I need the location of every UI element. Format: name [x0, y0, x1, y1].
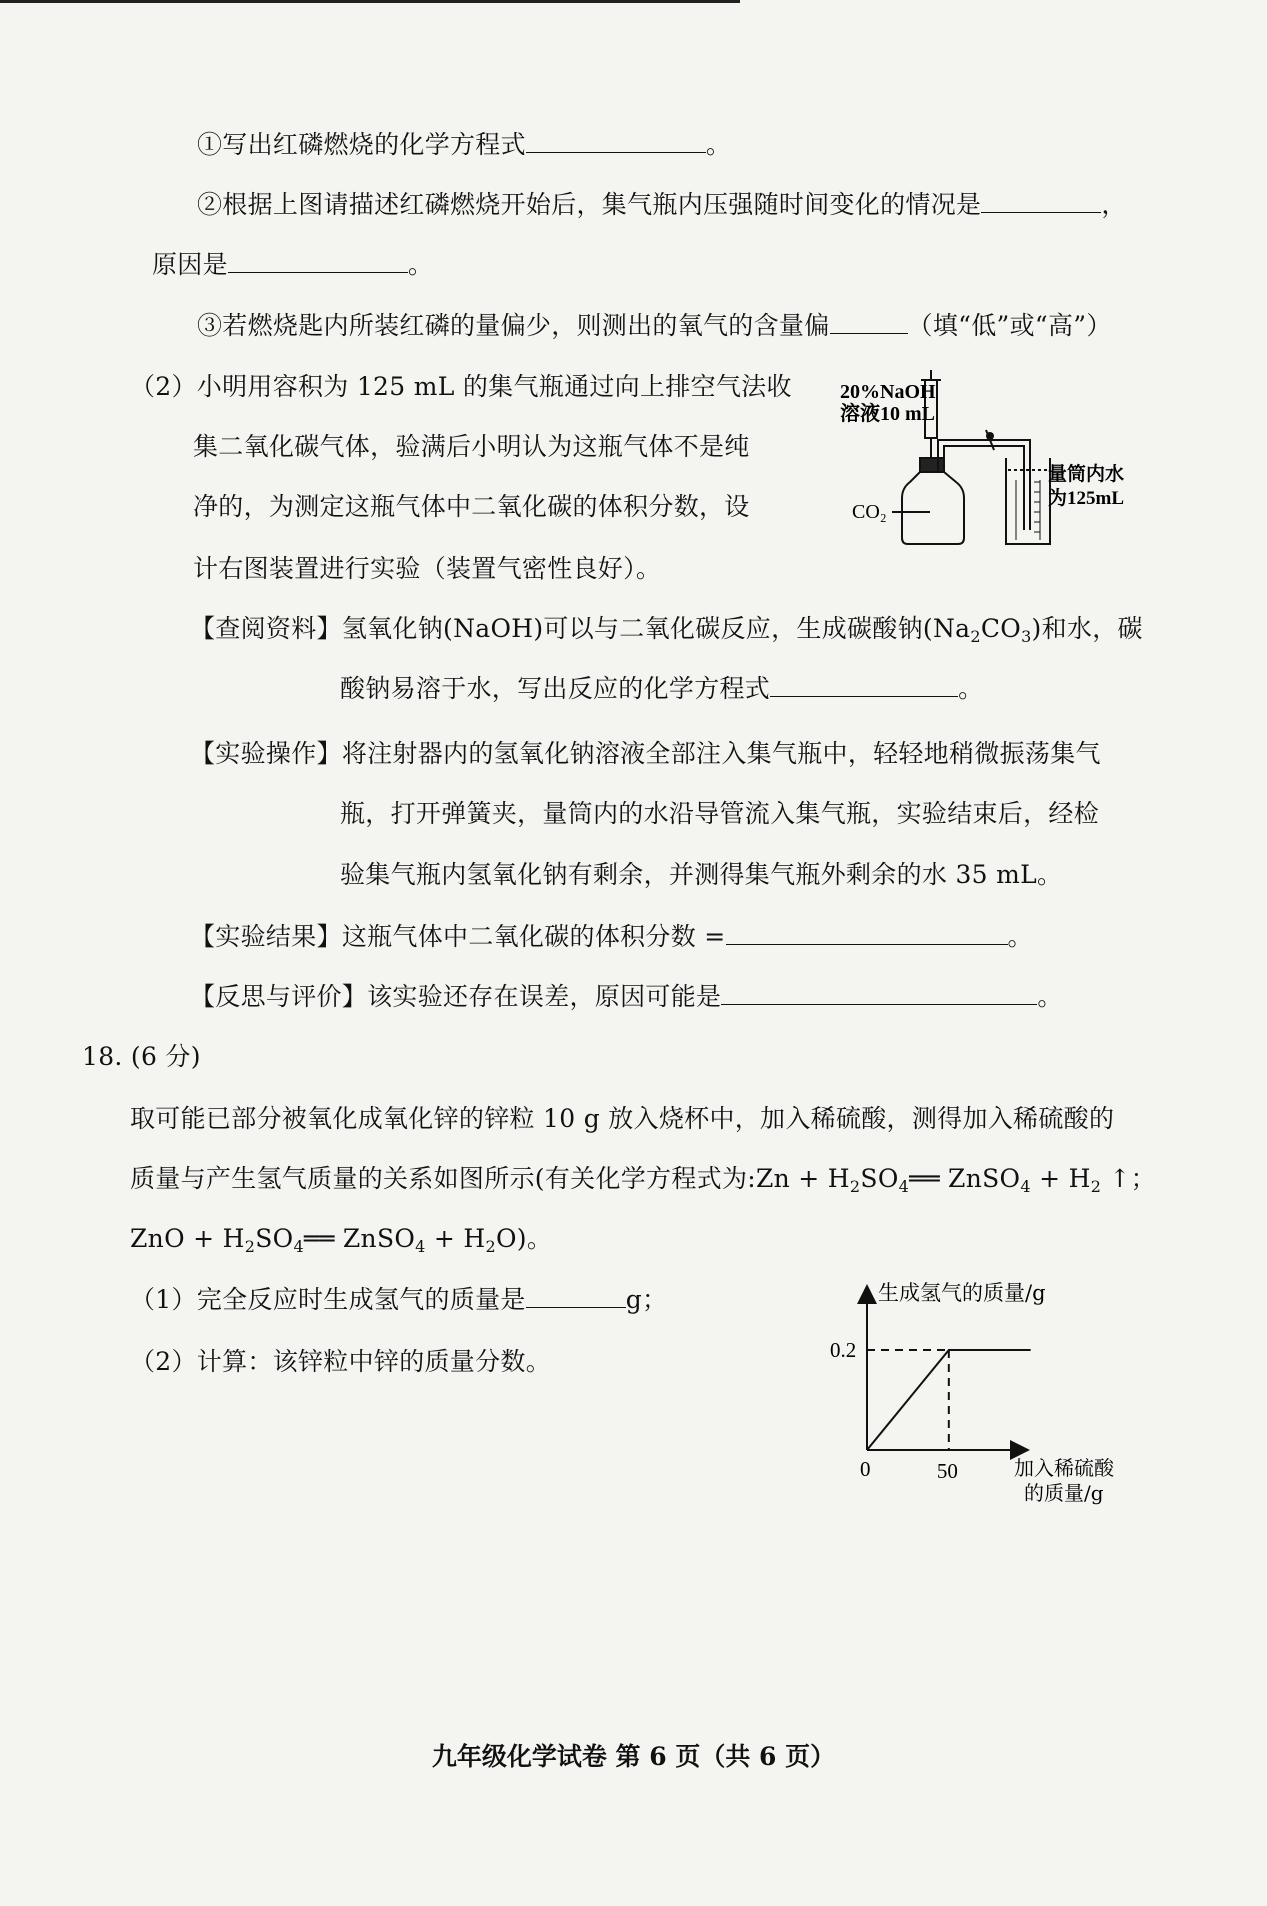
q18-l2d: + H [1030, 1164, 1091, 1193]
q17-l4b-text: （填“低”或“高”） [907, 311, 1112, 340]
q18-heading: 18. (6 分) [82, 1042, 201, 1071]
q18-l3b: SO [255, 1224, 294, 1253]
info-text-a: 氢氧化钠(NaOH)可以与二氧化碳反应，生成碳酸钠(Na [341, 614, 971, 643]
q17-l1-text: ①写出红磷燃烧的化学方程式 [197, 130, 526, 159]
result-text: 这瓶气体中二氧化碳的体积分数 = [341, 922, 726, 951]
answer-blank-1[interactable] [526, 130, 706, 153]
q17-l2-text: ②根据上图请描述红磷燃烧开始后，集气瓶内压强随时间变化的情况是 [197, 190, 982, 219]
info-line-1 [190, 612, 1143, 654]
info-text-c: )和水，碳 [1031, 614, 1143, 643]
co2-label: CO₂ [852, 501, 887, 523]
q18-q1-text: （1）完全反应时生成氢气的质量是 [130, 1285, 526, 1314]
q17-part2-line-2: 集二氧化碳气体，验满后小明认为这瓶气体不是纯 [193, 432, 750, 461]
info-l2-text: 酸钠易溶于水，写出反应的化学方程式 [340, 674, 771, 703]
y-axis-label: 生成氢气的质量/g [878, 1281, 1046, 1305]
q18-l3a: ZnO + H [130, 1224, 245, 1253]
q18-l2a: 质量与产生氢气质量的关系如图所示(有关化学方程式为:Zn + H [130, 1164, 850, 1193]
q17-line-4 [197, 309, 1112, 343]
reflection-end: 。 [1037, 982, 1063, 1011]
reflection-text: 该实验还存在误差，原因可能是 [367, 982, 722, 1011]
op-line-1 [190, 737, 1101, 771]
q17-line-2 [197, 188, 1127, 222]
q18-l2c: ══ ZnSO [909, 1164, 1021, 1193]
answer-blank-8[interactable] [526, 1285, 626, 1308]
q17-line-1 [197, 128, 731, 162]
q18-l2-sub4: 2 [1090, 1177, 1102, 1196]
y-tick-label: 0.2 [830, 1338, 857, 1362]
info-tag: 【查阅资料】 [190, 614, 342, 643]
origin-label: 0 [860, 1457, 871, 1481]
q18-l3-sub1: 2 [244, 1237, 256, 1256]
page-footer: 九年级化学试卷 第 6 页（共 6 页） [431, 1742, 836, 1771]
q18-line-3 [130, 1222, 552, 1264]
q17-line-3 [152, 248, 433, 282]
result-tag: 【实验结果】 [190, 922, 342, 951]
q18-q1-end: g； [625, 1285, 668, 1314]
answer-blank-7[interactable] [721, 982, 1037, 1005]
q18-l3d: + H [425, 1224, 486, 1253]
result-line [190, 920, 1033, 954]
answer-blank-4[interactable] [830, 311, 908, 334]
q18-l2-sub2: 4 [898, 1177, 910, 1196]
apparatus-diagram [840, 370, 1180, 550]
op-line-3: 验集气瓶内氢氧化钠有剩余，并测得集气瓶外剩余的水 35 mL。 [340, 860, 1063, 889]
q17-l1-end: 。 [705, 130, 732, 159]
op-l1-text: 将注射器内的氢氧化钠溶液全部注入集气瓶中，轻轻地稍微振荡集气 [341, 739, 1101, 768]
naoh-volume-label: 溶液10 mL [840, 403, 935, 425]
q18-question-2: （2）计算：该锌粒中锌的质量分数。 [130, 1347, 552, 1376]
x-tick-label: 50 [936, 1459, 958, 1483]
answer-blank-2[interactable] [981, 190, 1101, 213]
q17-l3-end: 。 [407, 250, 434, 279]
q18-l3-sub3: 4 [415, 1237, 426, 1256]
op-tag: 【实验操作】 [190, 739, 342, 768]
q17-l2-end: ， [1101, 190, 1127, 219]
q18-l2-sub3: 4 [1020, 1177, 1031, 1196]
info-sub-1: 2 [970, 627, 981, 646]
q17-part2-line-4: 计右图装置进行实验（装置气密性良好）。 [193, 554, 662, 583]
op-line-2: 瓶，打开弹簧夹，量筒内的水沿导管流入集气瓶，实验结束后，经检 [340, 799, 1100, 828]
q18-l2-sub1: 2 [849, 1177, 861, 1196]
q18-line-2 [130, 1162, 1156, 1204]
answer-blank-5[interactable] [770, 674, 958, 697]
q18-l3-sub4: 2 [485, 1237, 496, 1256]
gas-bottle-icon [902, 472, 964, 544]
x-axis-label-1: 加入稀硫酸 [1014, 1456, 1114, 1480]
q17-l4a-text: ③若燃烧匙内所装红磷的量偏少，则测出的氧气的含量偏 [197, 311, 830, 340]
reflection-tag: 【反思与评价】 [190, 982, 368, 1011]
top-border [0, 0, 740, 3]
hydrogen-mass-chart [820, 1280, 1150, 1520]
answer-blank-6[interactable] [726, 922, 1008, 945]
q17-part2-line-3: 净的，为测定这瓶气体中二氧化碳的体积分数，设 [193, 492, 750, 521]
q18-l2b: SO [860, 1164, 899, 1193]
q18-l3c: ══ ZnSO [303, 1224, 416, 1253]
reflection-line [190, 980, 1063, 1014]
x-axis-label-2: 的质量/g [1024, 1481, 1104, 1505]
result-end: 。 [1007, 922, 1033, 951]
q17-part2-line-1: （2）小明用容积为 125 mL 的集气瓶通过向上排空气法收 [130, 372, 792, 401]
q18-l3-sub2: 4 [293, 1237, 304, 1256]
q18-l3e: O)。 [495, 1224, 553, 1253]
q18-question-1 [130, 1283, 667, 1317]
naoh-label: 20%NaOH [840, 381, 936, 403]
q18-line-1: 取可能已部分被氧化成氧化锌的锌粒 10 g 放入烧杯中，加入稀硫酸，测得加入稀硫酸的 [130, 1104, 1115, 1133]
water-volume-label: 为125mL [1048, 488, 1125, 509]
info-line-2 [340, 672, 983, 706]
q18-l2e: ↑； [1101, 1164, 1156, 1193]
answer-blank-3[interactable] [228, 250, 408, 273]
info-l2-end: 。 [958, 674, 984, 703]
info-sub-2: 3 [1021, 627, 1032, 646]
q17-l3-text: 原因是 [152, 250, 228, 279]
info-text-b: CO [980, 614, 1022, 643]
water-label: 量筒内水 [1048, 464, 1125, 485]
